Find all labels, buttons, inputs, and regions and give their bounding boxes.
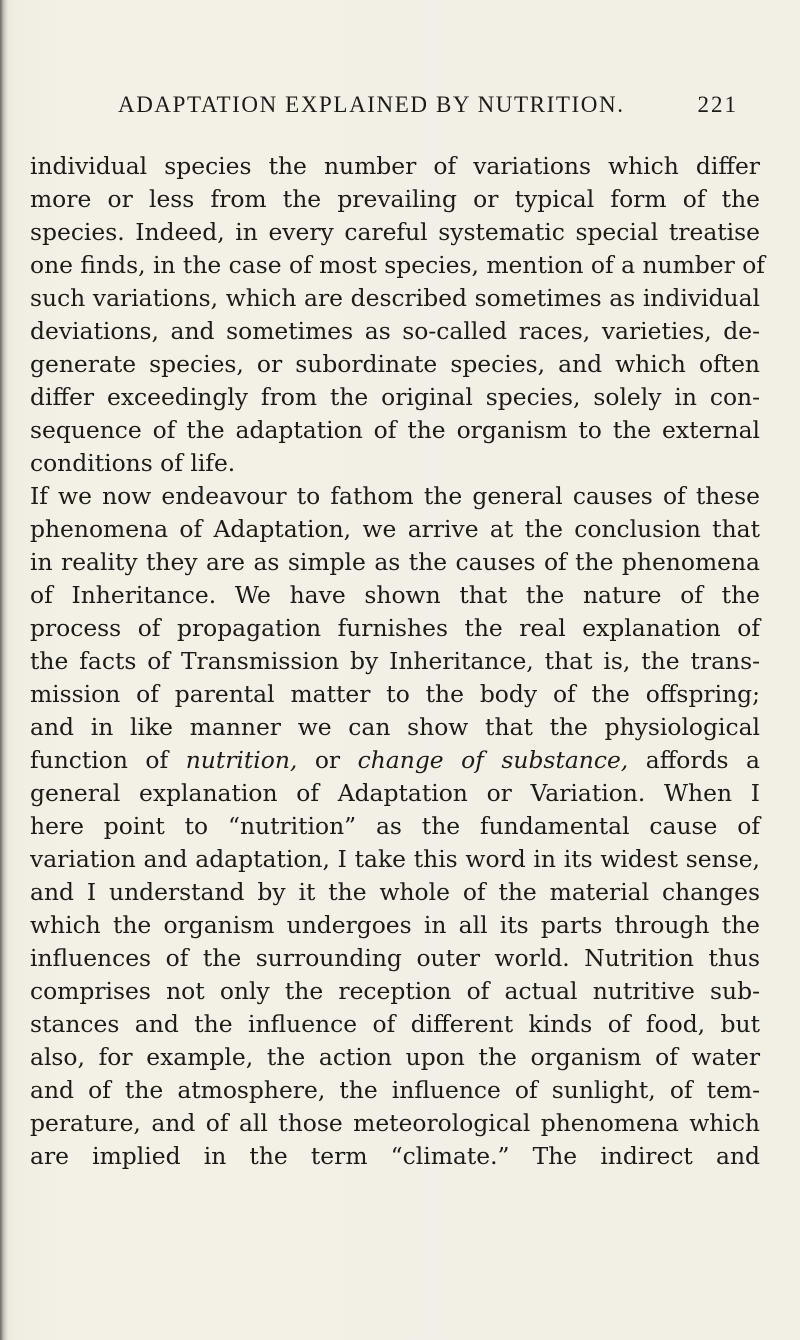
- text-line: the facts of Transmission by Inheritance, that is, the trans-: [30, 647, 760, 675]
- text-line: mission of parental matter to the body of the offspring;: [30, 680, 760, 708]
- text-line: sequence of the adaptation of the organism to the external: [30, 416, 760, 444]
- italic-change-of-substance: change of substance,: [357, 746, 629, 774]
- binding-gutter-shadow: [0, 0, 8, 1340]
- text-line: stances and the influence of different kinds of food, but: [30, 1010, 760, 1038]
- text-line: one finds, in the case of most species, mention of a number of: [30, 251, 765, 279]
- running-head-title: ADAPTATION EXPLAINED BY NUTRITION.: [118, 92, 625, 117]
- running-head: [118, 92, 738, 126]
- text-line: influences of the surrounding outer world. Nutrition thus: [30, 944, 760, 972]
- text-line: such variations, which are described sometimes as individual: [30, 284, 760, 312]
- text-line: process of propagation furnishes the real explanation of: [30, 614, 760, 642]
- text-line: and in like manner we can show that the physiological: [30, 713, 760, 741]
- text-line: of Inheritance. We have shown that the nature of the: [30, 581, 760, 609]
- text-line: in reality they are as simple as the causes of the phenomena: [30, 548, 760, 576]
- text-line-paragraph-start: If we now endeavour to fathom the general causes of these: [30, 482, 760, 510]
- text-line: generate species, or subordinate species, and which often: [30, 350, 760, 378]
- text-line: phenomena of Adaptation, we arrive at the conclusion that: [30, 515, 760, 543]
- text-line: species. Indeed, in every careful systematic special treatise: [30, 218, 760, 246]
- text-line: also, for example, the action upon the organism of water: [30, 1043, 760, 1071]
- text-line: here point to “nutrition” as the fundamental cause of: [30, 812, 760, 840]
- text-line: general explanation of Adaptation or Variation. When I: [30, 779, 760, 807]
- text-line: comprises not only the reception of actual nutritive sub-: [30, 977, 760, 1005]
- text-line: more or less from the prevailing or typical form of the: [30, 185, 760, 213]
- body-text: [30, 150, 765, 1173]
- text-line: deviations, and sometimes as so-called races, varieties, de-: [30, 317, 760, 345]
- page-number: 221: [697, 92, 738, 117]
- text-line: variation and adaptation, I take this word in its widest sense,: [30, 845, 760, 873]
- text-line: individual species the number of variations which differ: [30, 152, 760, 180]
- text-line-with-italics: function of nutrition, or change of substance, affords a: [30, 746, 761, 774]
- text-line: differ exceedingly from the original species, solely in con-: [30, 383, 760, 411]
- text-line: which the organism undergoes in all its parts through the: [30, 911, 760, 939]
- text-line: perature, and of all those meteorological phenomena which: [30, 1109, 760, 1137]
- text-line: and I understand by it the whole of the material changes: [30, 878, 760, 906]
- text-line-paragraph-end: conditions of life.: [30, 449, 236, 477]
- text-line: are implied in the term “climate.” The indirect and: [30, 1142, 760, 1170]
- text-line: and of the atmosphere, the influence of sunlight, of tem-: [30, 1076, 760, 1104]
- italic-nutrition: nutrition,: [185, 746, 298, 774]
